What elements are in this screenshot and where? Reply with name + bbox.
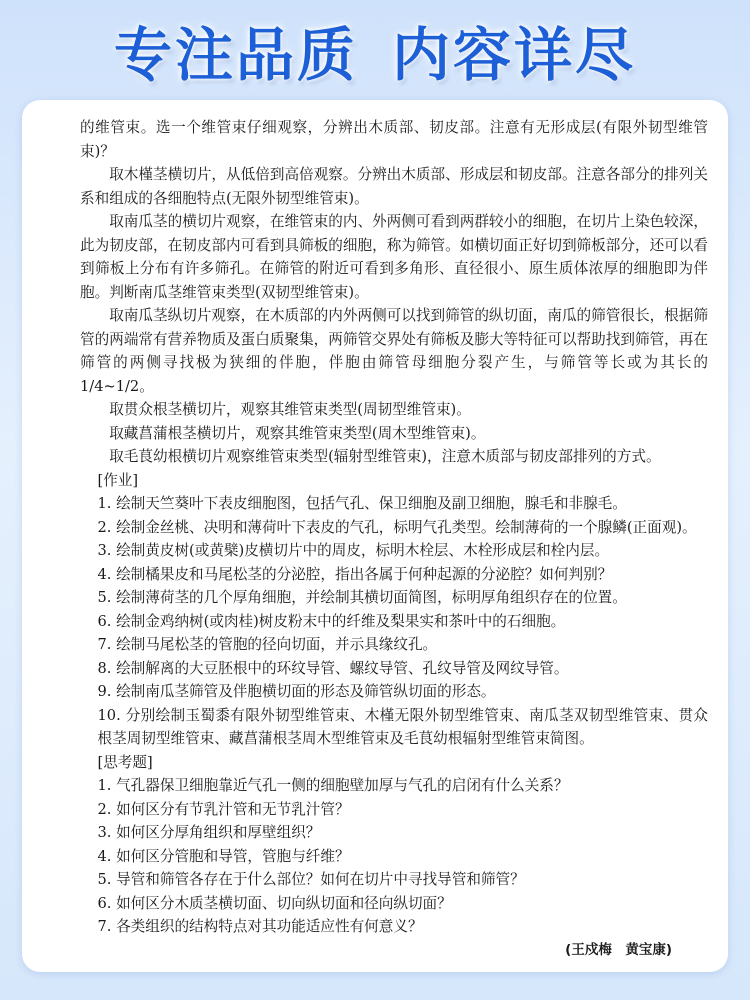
banner-right-text: 内容详尽 — [392, 21, 637, 89]
question-item: 5. 导管和筛管各存在于什么部位？如何在切片中寻找导管和筛管？ — [97, 871, 525, 888]
banner-title — [114, 8, 636, 92]
homework-heading: [作业] — [97, 471, 139, 489]
paragraph: 取木槿茎横切片，从低倍到高倍观察。分辨出木质部、形成层和韧皮部。注意各部分的排列关系和组成的各细胞特点(无限外韧型维管束)。 — [80, 166, 708, 207]
homework-item: 3. 绘制黄皮树(或黄檗)皮横切片中的周皮，标明木栓层、木栓形成层和栓内层。 — [97, 542, 610, 559]
question-item: 3. 如何区分厚角组织和厚壁组织？ — [97, 824, 321, 841]
homework-item: 1. 绘制天竺葵叶下表皮细胞图，包括气孔、保卫细胞及副卫细胞，腺毛和非腺毛。 — [97, 495, 627, 512]
homework-item: 6. 绘制金鸡纳树(或肉桂)树皮粉末中的纤维及梨果实和茶叶中的石细胞。 — [97, 612, 566, 630]
question-item: 1. 气孔器保卫细胞靠近气孔一侧的细胞壁加厚与气孔的启闭有什么关系？ — [97, 777, 569, 794]
homework-item: 4. 绘制橘果皮和马尾松茎的分泌腔，指出各属于何种起源的分泌腔？如何判别？ — [97, 565, 613, 583]
question-item: 2. 如何区分有节乳汁管和无节乳汁管？ — [97, 800, 350, 818]
paragraph: 取南瓜茎纵切片观察，在木质部的内外两侧可以找到筛管的纵切面，南瓜的筛管很长，根据筛管的两端常有营养物质及蛋白质聚集，两筛管交界处有筛板及膨大等特征可以帮助找到筛管，再在筛管的两侧寻找极为狭细的伴胞，伴胞由筛管母细胞分裂产生，与筛管等长或为其长的 1/4~1/2。 — [80, 307, 708, 395]
document-body — [80, 116, 708, 962]
paragraph: 取南瓜茎的横切片观察，在维管束的内、外两侧可看到两群较小的细胞，在切片上染色较深，此为韧皮部，在韧皮部内可看到具筛板的细胞，称为筛管。如横切面正好切到筛板部分，还可以看到筛板上分布有许多筛孔。在筛管的附近可看到多角形、直径很小、原生质体浓厚的细胞即为伴胞。判断南瓜茎维管束类型(双韧型维管束)。 — [80, 213, 708, 301]
homework-item: 10. 分别绘制玉蜀黍有限外韧型维管束、木槿无限外韧型维管束、南瓜茎双韧型维管束、贯众根茎周韧型维管束、藏菖蒲根茎周木型维管束及毛茛幼根辐射型维管束简图。 — [97, 706, 708, 747]
paragraph: 取藏菖蒲根茎横切片，观察其维管束类型(周木型维管束)。 — [109, 424, 486, 442]
paragraph-continuation: 的维管束。选一个维管束仔细观察，分辨出木质部、韧皮部。注意有无形成层(有限外韧型维管束)？ — [80, 119, 708, 160]
author-signature: (王戍梅 黄宝康) — [565, 941, 672, 958]
question-item: 4. 如何区分管胞和导管，管胞与纤维？ — [97, 847, 350, 865]
paragraph: 取毛茛幼根横切片观察维管束类型(辐射型维管束)，注意木质部与韧皮部排列的方式。 — [109, 448, 661, 465]
homework-item: 2. 绘制金丝桃、决明和薄荷叶下表皮的气孔，标明气孔类型。绘制薄荷的一个腺鳞(正面观)。 — [97, 518, 697, 536]
homework-item: 7. 绘制马尾松茎的管胞的径向切面，并示具缘纹孔。 — [97, 636, 438, 653]
banner-left-text: 专注品质 — [113, 21, 358, 89]
promo-banner — [0, 0, 750, 100]
homework-item: 5. 绘制薄荷茎的几个厚角细胞，并绘制其横切面简图，标明厚角组织存在的位置。 — [97, 589, 627, 606]
document-card — [22, 100, 728, 972]
homework-item: 8. 绘制解离的大豆胚根中的环纹导管、螺纹导管、孔纹导管及网纹导管。 — [97, 659, 569, 677]
homework-item: 9. 绘制南瓜茎筛管及伴胞横切面的形态及筛管纵切面的形态。 — [97, 683, 496, 700]
questions-heading: [思考题] — [97, 753, 153, 771]
paragraph: 取贯众根茎横切片，观察其维管束类型(周韧型维管束)。 — [109, 401, 471, 418]
question-item: 6. 如何区分木质茎横切面、切向纵切面和径向纵切面？ — [97, 894, 452, 912]
question-item: 7. 各类组织的结构特点对其功能适应性有何意义？ — [97, 918, 423, 935]
